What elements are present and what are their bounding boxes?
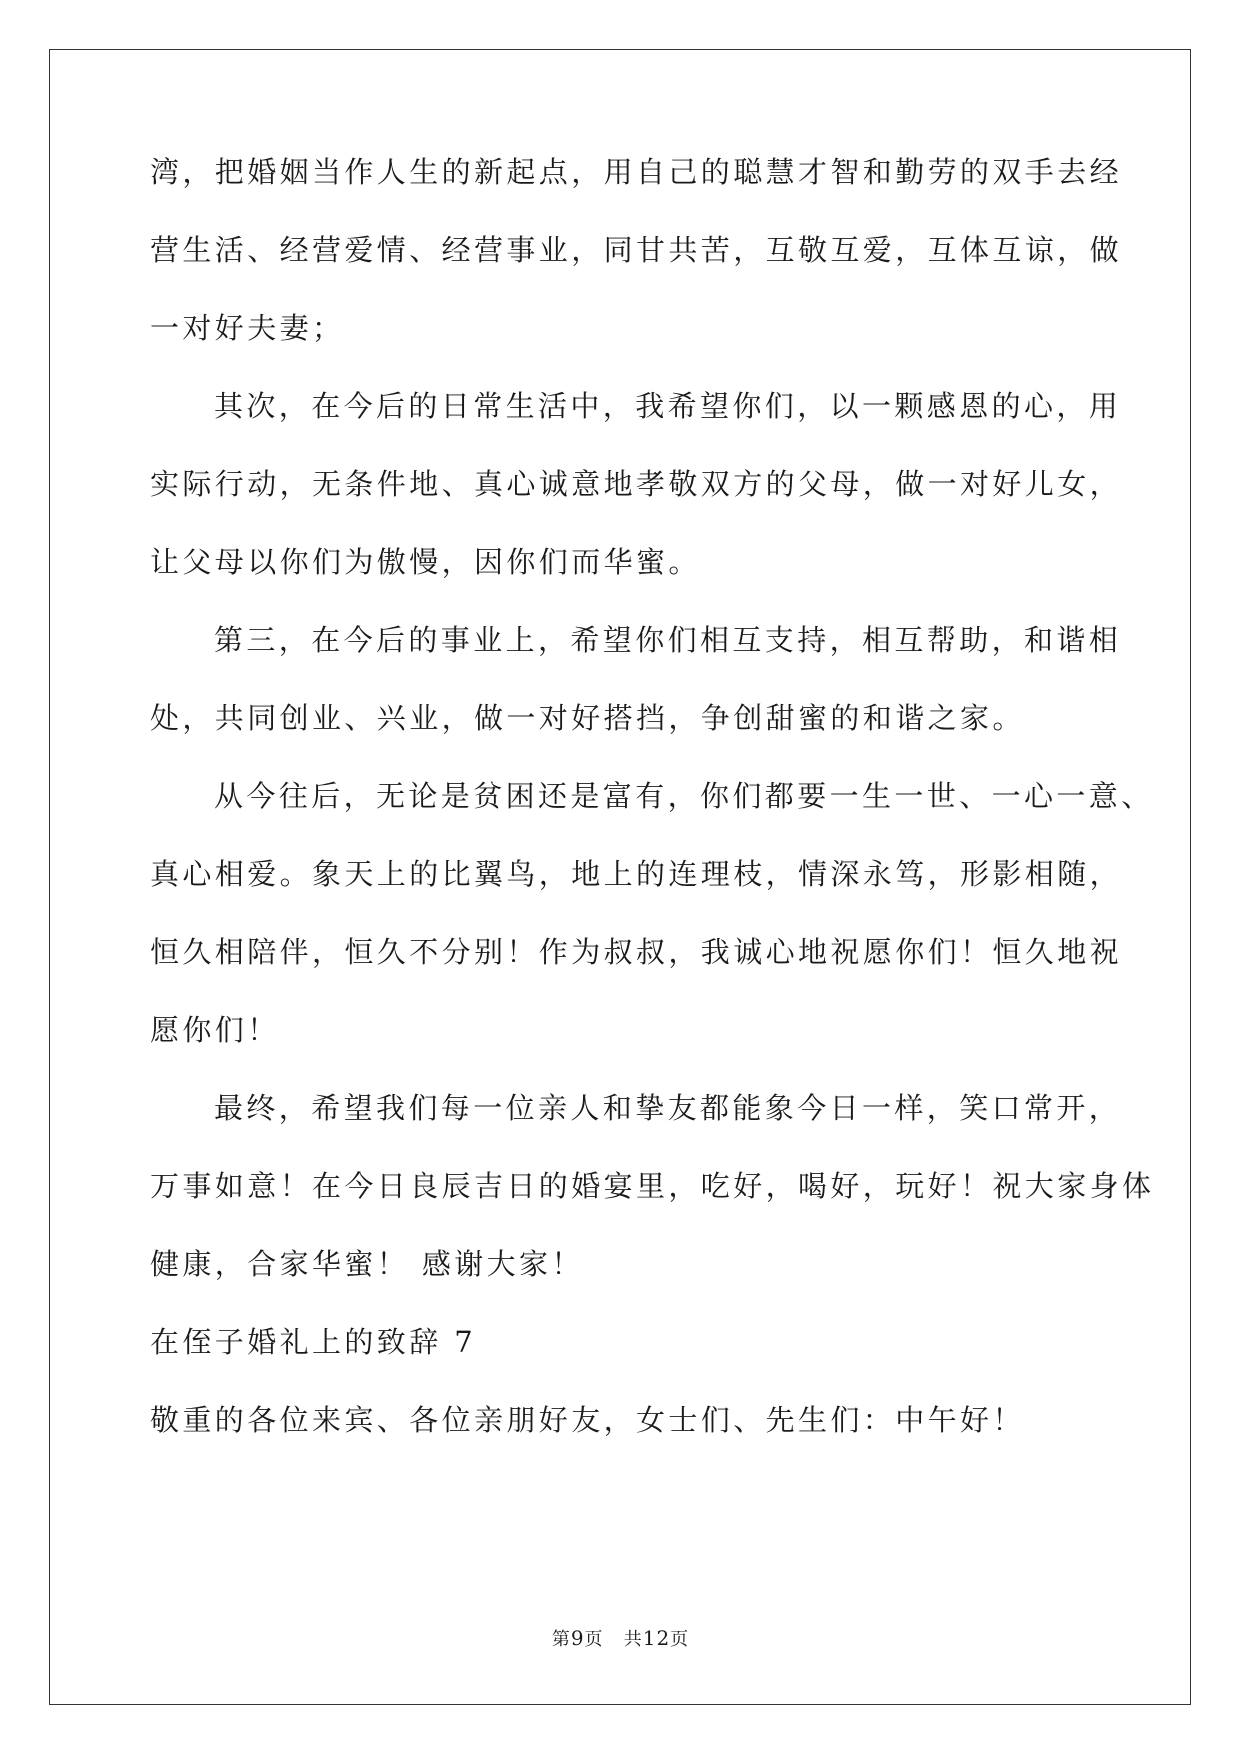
text-line: 处，共同创业、兴业，做一对好搭挡，争创甜蜜的和谐之家。 (150, 701, 1025, 735)
footer-page-total: 12 (642, 1626, 671, 1650)
page-footer (0, 1626, 1241, 1652)
footer-page-current: 9 (570, 1626, 585, 1650)
text-line: 恒久相陪伴，恒久不分别！作为叔叔，我诚心地祝愿你们！恒久地祝 (150, 935, 1123, 969)
text-line: 真心相爱。象天上的比翼鸟，地上的连理枝，情深永笃，形影相随， (150, 857, 1123, 891)
paragraph-first-line: 从今往后，无论是贫困还是富有，你们都要一生一世、一心一意、 (214, 779, 1154, 813)
footer-page-suffix: 页 (670, 1629, 690, 1650)
text-line: 营生活、经营爱情、经营事业，同甘共苦，互敬互爱，互体互谅，做 (150, 233, 1123, 267)
paragraph-first-line: 其次，在今后的日常生活中，我希望你们，以一颗感恩的心，用 (214, 389, 1122, 423)
text-line: 实际行动，无条件地、真心诚意地孝敬双方的父母，做一对好儿女， (150, 467, 1123, 501)
paragraph-first-line: 第三，在今后的事业上，希望你们相互支持，相互帮助，和谐相 (214, 623, 1122, 657)
text-line: 敬重的各位来宾、各位亲朋好友，女士们、先生们：中午好！ (150, 1403, 1025, 1437)
text-line: 万事如意！在今日良辰吉日的婚宴里，吃好，喝好，玩好！祝大家身体 (150, 1169, 1155, 1203)
text-line: 让父母以你们为傲慢，因你们而华蜜。 (150, 545, 701, 579)
text-line: 健康，合家华蜜！ 感谢大家！ (150, 1247, 584, 1281)
footer-page-prefix: 第 (551, 1629, 571, 1650)
section-heading: 在侄子婚礼上的致辞 7 (150, 1325, 477, 1359)
text-line: 一对好夫妻； (150, 311, 345, 345)
footer-page-mid: 页 共 (584, 1629, 643, 1650)
paragraph-first-line: 最终，希望我们每一位亲人和挚友都能象今日一样，笑口常开， (214, 1091, 1122, 1125)
text-line: 愿你们！ (150, 1013, 280, 1047)
text-line: 湾，把婚姻当作人生的新起点，用自己的聪慧才智和勤劳的双手去经 (150, 155, 1123, 189)
